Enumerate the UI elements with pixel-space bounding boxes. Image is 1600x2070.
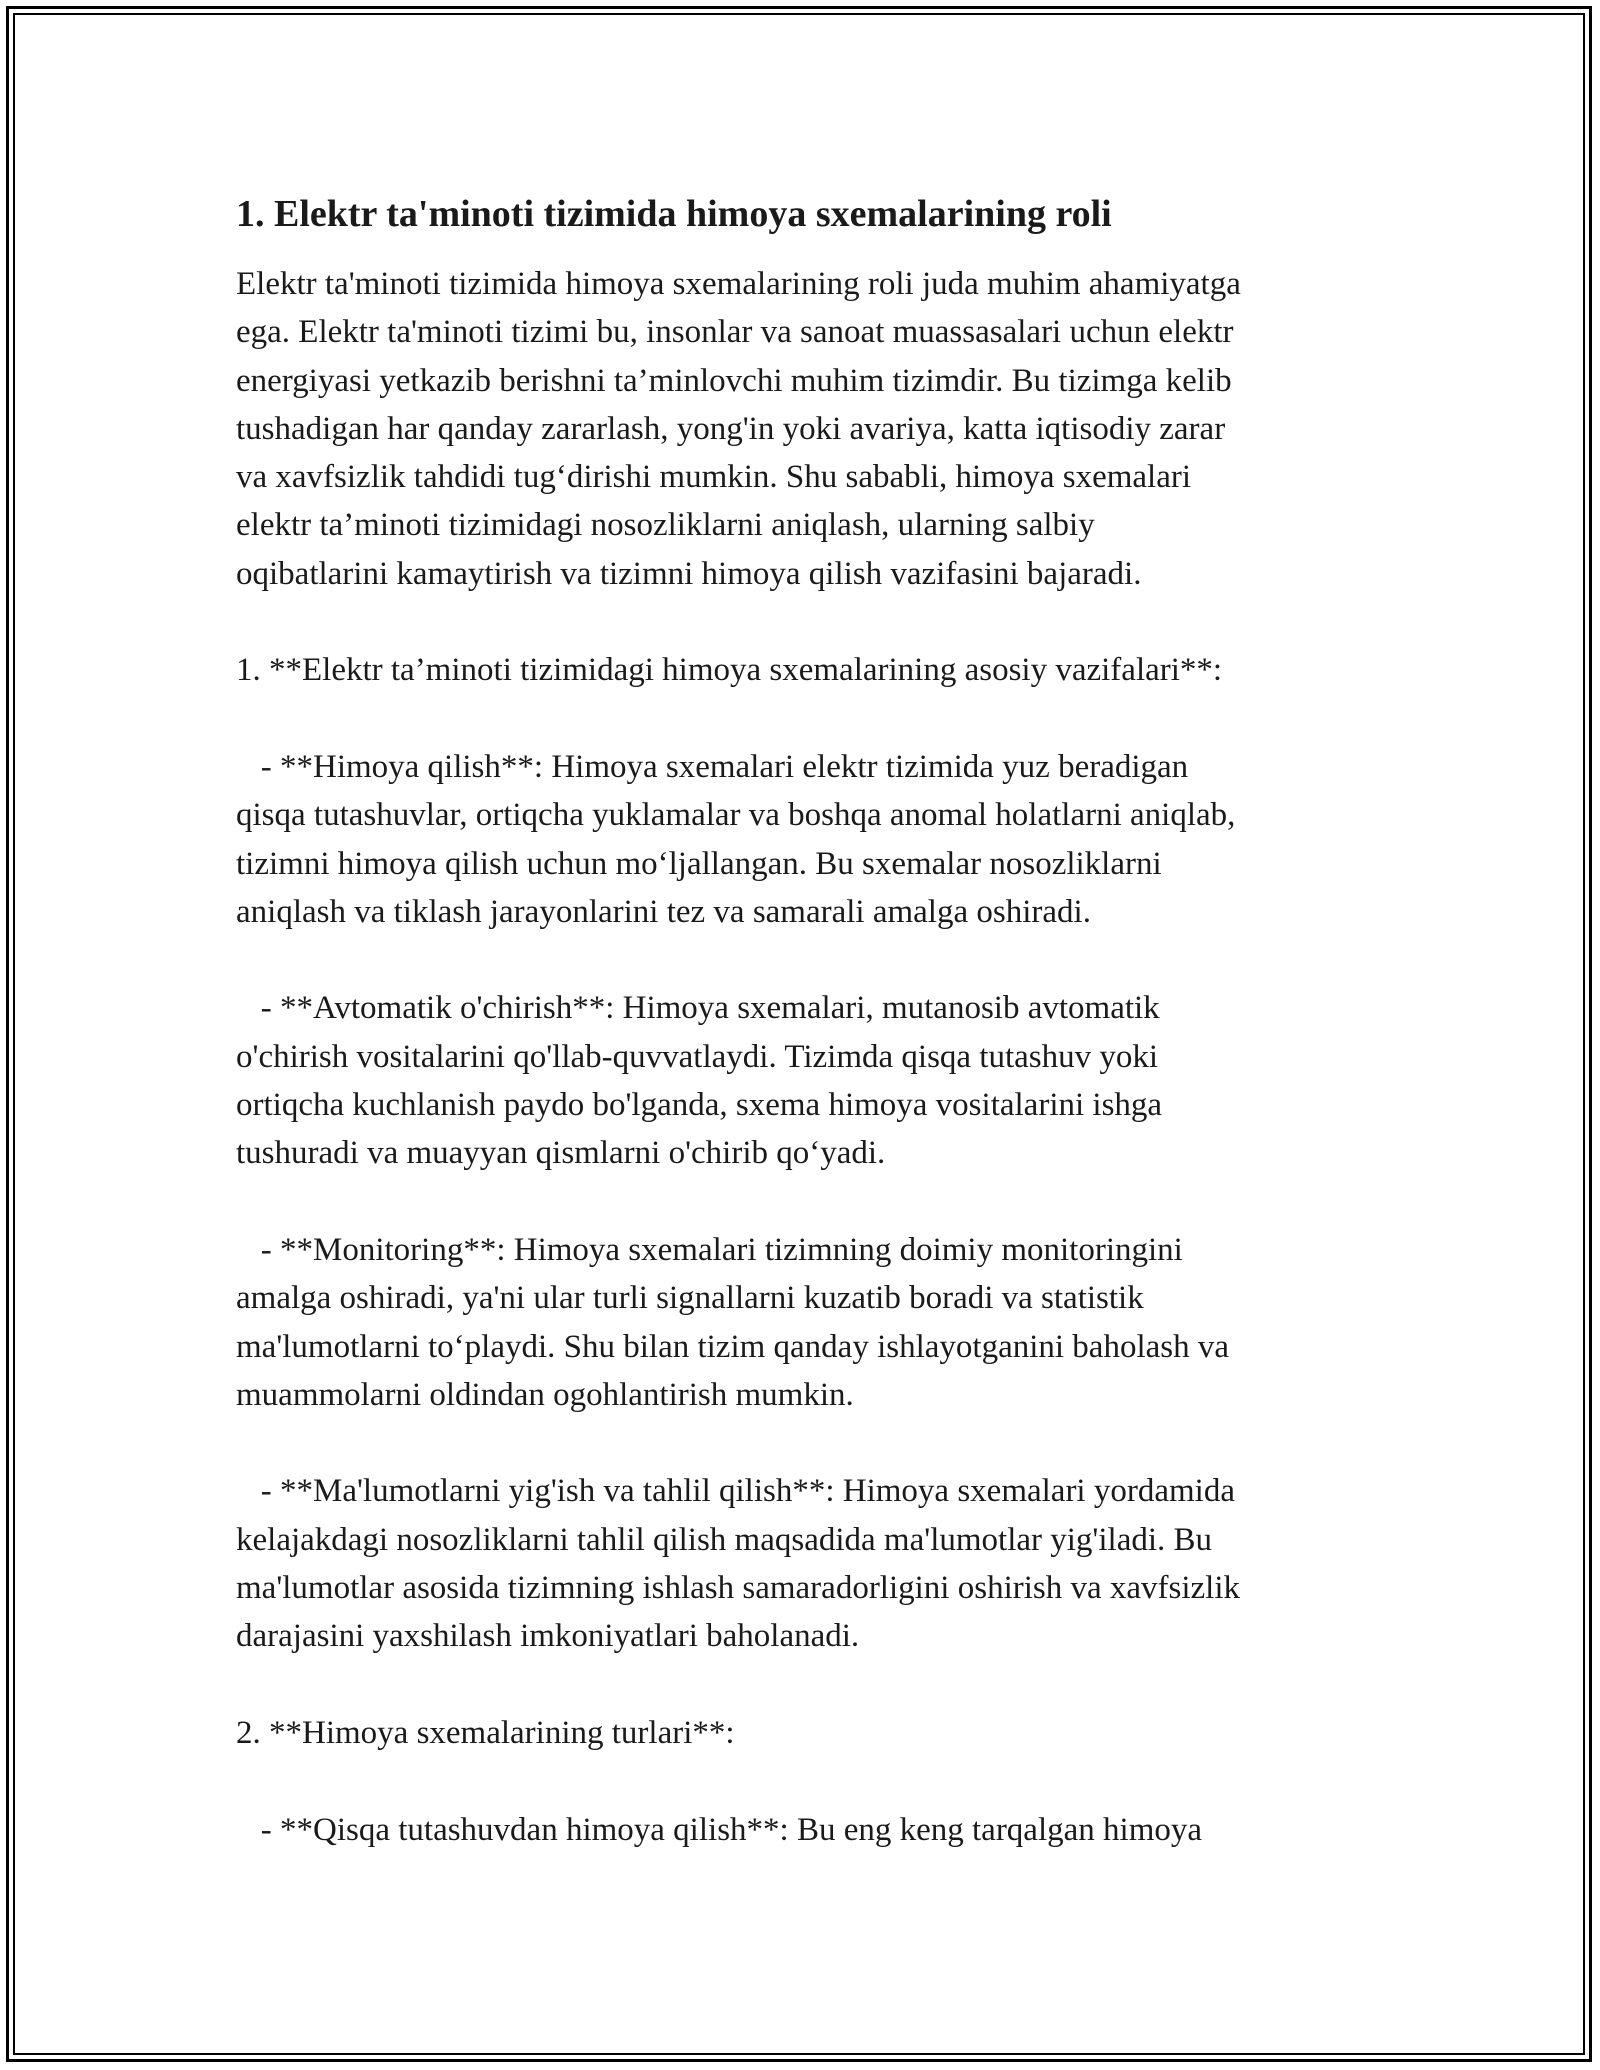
text-line: ma'lumotlarni to‘playdi. Shu bilan tizim qanday ishlayotganini baholash va — [236, 1328, 1230, 1365]
text-line: oqibatlarini kamaytirish va tizimni himoya qilish vazifasini bajaradi. — [236, 555, 1142, 592]
text-line: va xavfsizlik tahdidi tug‘dirishi mumkin. Shu sababli, himoya sxemalari — [236, 459, 1192, 496]
text-line: ortiqcha kuchlanish paydo bo'lganda, sxema himoya vositalarini ishga — [236, 1087, 1163, 1124]
text-line: - **Avtomatik o'chirish**: Himoya sxemalari, mutanosib avtomatik — [236, 990, 1160, 1027]
document-title: 1. Elektr ta'minoti tizimida himoya sxemalarining roli — [236, 193, 1112, 235]
text-line: ega. Elektr ta'minoti tizimi bu, insonlar va sanoat muassasalari uchun elektr — [236, 314, 1234, 351]
section-heading-2 — [236, 1709, 1366, 1757]
text-line: o'chirish vositalarini qo'llab-quvvatlaydi. Tizimda qisqa tutashuv yoki — [236, 1038, 1159, 1075]
list-item-monitoring — [236, 1226, 1366, 1419]
paragraph-gap — [236, 1419, 1366, 1467]
list-item-qisqa-tutashuv — [236, 1806, 1366, 1854]
text-line: aniqlash va tiklash jarayonlarini tez va samarali amalga oshiradi. — [236, 893, 1091, 930]
text-line: qisqa tutashuvlar, ortiqcha yuklamalar va boshqa anomal holatlarni aniqlab, — [236, 797, 1236, 834]
text-line: ma'lumotlar asosida tizimning ishlash samaradorligini oshirish va xavfsizlik — [236, 1570, 1241, 1607]
paragraph-gap — [236, 695, 1366, 743]
text-line: energiyasi yetkazib berishni ta’minlovchi muhim tizimdir. Bu tizimga kelib — [236, 362, 1232, 399]
intro-paragraph — [236, 260, 1366, 598]
text-line: Elektr ta'minoti tizimida himoya sxemalarining roli juda muhim ahamiyatga — [236, 266, 1241, 302]
list-item-malumotlar — [236, 1467, 1366, 1660]
text-line: tushuradi va muayyan qismlarni o'chirib qo‘yadi. — [236, 1135, 886, 1172]
text-line: - **Himoya qilish**: Himoya sxemalari elektr tizimida yuz beradigan — [236, 748, 1189, 785]
paragraph-gap — [236, 936, 1366, 984]
list-item-avtomatik-ochirish — [236, 984, 1366, 1177]
paragraph-gap — [236, 1178, 1366, 1226]
paragraph-gap — [236, 598, 1366, 646]
text-line: darajasini yaxshilash imkoniyatlari baholanadi. — [236, 1618, 860, 1655]
text-line: 2. **Himoya sxemalarining turlari**: — [236, 1714, 735, 1751]
text-line: kelajakdagi nosozliklarni tahlil qilish maqsadida ma'lumotlar yig'iladi. Bu — [236, 1521, 1213, 1558]
document-body — [236, 190, 1366, 1854]
text-line: tushadigan har qanday zararlash, yong'in yoki avariya, katta iqtisodiy zarar — [236, 410, 1226, 447]
text-line: - **Monitoring**: Himoya sxemalari tizimning doimiy monitoringini — [236, 1231, 1183, 1268]
text-line: - **Ma'lumotlarni yig'ish va tahlil qilish**: Himoya sxemalari yordamida — [236, 1473, 1235, 1510]
text-line: tizimni himoya qilish uchun mo‘ljallangan. Bu sxemalar nosozliklarni — [236, 845, 1162, 882]
text-line: 1. **Elektr ta’minoti tizimidagi himoya sxemalarining asosiy vazifalari**: — [236, 652, 1223, 689]
text-line: elektr ta’minoti tizimidagi nosozliklarni aniqlash, ularning salbiy — [236, 507, 1095, 544]
paragraph-gap — [236, 1661, 1366, 1709]
text-line: - **Qisqa tutashuvdan himoya qilish**: Bu eng keng tarqalgan himoya — [236, 1811, 1203, 1848]
paragraph-gap — [236, 1757, 1366, 1805]
text-line: amalga oshiradi, ya'ni ular turli signallarni kuzatib boradi va statistik — [236, 1280, 1144, 1317]
list-item-himoya-qilish — [236, 743, 1366, 936]
section-heading-1 — [236, 646, 1366, 694]
text-line: muammolarni oldindan ogohlantirish mumkin. — [236, 1376, 854, 1413]
